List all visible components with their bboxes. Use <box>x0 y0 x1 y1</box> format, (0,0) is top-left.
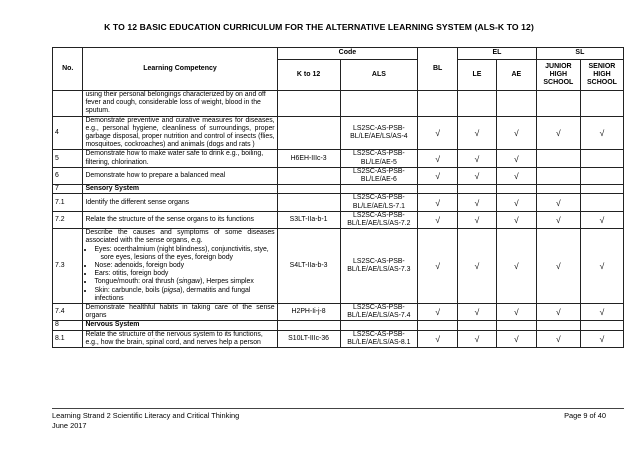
header-sl: SL <box>536 48 623 60</box>
als-code: LS2SC-AS-PSB-BL/LE/AE/LS/AS-7.3 <box>340 229 418 304</box>
footer-strand: Learning Strand 2 Scientific Literacy and Critical Thinking <box>52 411 240 420</box>
row-number: 7.2 <box>53 211 83 228</box>
check-mark: √ <box>496 330 536 347</box>
table-row <box>53 194 624 211</box>
als-code: LS2SC-AS-PSB-BL/LE/AE/LS/AS-7.4 <box>340 304 418 321</box>
check-mark: √ <box>536 194 580 211</box>
check-mark: √ <box>580 211 623 228</box>
competency-text: Relate the structure of the sense organs to its functions <box>83 211 277 228</box>
table-row <box>53 91 624 117</box>
list-item: • Eyes: ocerthalmium (night blindness), conjunctivitis, stye, <box>94 246 274 254</box>
list-item: • Tongue/mouth: oral thrush (singaw), Herpes simplex <box>94 278 274 286</box>
check-mark: √ <box>458 150 497 167</box>
footer-date: June 2017 <box>52 420 87 430</box>
check-mark: √ <box>458 304 497 321</box>
k12-code: H2PH-Ii-j-8 <box>277 304 340 321</box>
k12-code: S3LT-IIa-b-1 <box>277 211 340 228</box>
check-mark: √ <box>458 116 497 150</box>
check-mark: √ <box>496 194 536 211</box>
row-number: 8 <box>53 321 83 330</box>
k12-code: H6EH-IIIc-3 <box>277 150 340 167</box>
check-mark: √ <box>580 116 623 150</box>
check-mark: √ <box>418 150 458 167</box>
als-code: LS2SC-AS-PSB-BL/LE/AE/LS/AS-8.1 <box>340 330 418 347</box>
competency-text: Demonstrate how to make water safe to drink e.g., boiling, filtering, chlorination. <box>83 150 277 167</box>
check-mark: √ <box>418 229 458 304</box>
header-shs: SENIOR HIGH SCHOOL <box>580 60 623 91</box>
check-mark: √ <box>496 150 536 167</box>
row-number: 4 <box>53 116 83 150</box>
check-mark: √ <box>418 304 458 321</box>
table-row <box>53 330 624 347</box>
row-number: 7.3 <box>53 229 83 304</box>
als-code: LS2SC-AS-PSB-BL/LE/AE/LS/AS-7.2 <box>340 211 418 228</box>
competency-text: Demonstrate preventive and curative measures for diseases, e.g., personal hygiene, cleanliness of surroundings, proper garbage disposal, proper nutrition and control of insects (flies, mosquitoes, cockroaches) and animals (dogs and rats ) <box>83 116 277 150</box>
header-als: ALS <box>340 60 418 91</box>
header-ae: AE <box>496 60 536 91</box>
page-number: Page 9 of 40 <box>564 411 606 420</box>
als-code: LS2SC-AS-PSB-BL/LE/AE/LS-7.1 <box>340 194 418 211</box>
als-code: LS2SC-AS-PSB-BL/LE/AE/LS/AS-4 <box>340 116 418 150</box>
check-mark: √ <box>496 229 536 304</box>
check-mark: √ <box>536 116 580 150</box>
list-item: • Nose: adenoids, foreign body <box>94 262 274 270</box>
table-row <box>53 229 624 304</box>
competency-text: Identify the different sense organs <box>83 194 277 211</box>
row-number: 5 <box>53 150 83 167</box>
header-le: LE <box>458 60 497 91</box>
document-title: K TO 12 BASIC EDUCATION CURRICULUM FOR THE ALTERNATIVE LEARNING SYSTEM (ALS-K TO 12) <box>104 22 534 32</box>
header-no: No. <box>53 48 83 91</box>
k12-code: S10LT-IIIc-36 <box>277 330 340 347</box>
section-row <box>53 321 624 330</box>
row-number: 7.1 <box>53 194 83 211</box>
check-mark: √ <box>418 167 458 184</box>
check-mark: √ <box>418 116 458 150</box>
check-mark: √ <box>580 330 623 347</box>
check-mark: √ <box>536 211 580 228</box>
competency-text: Relate the structure of the nervous system to its functions, e.g., how the brain, spinal cord, and nerves help a person <box>83 330 277 347</box>
row-number: 8.1 <box>53 330 83 347</box>
disease-list <box>85 246 274 303</box>
competency-text: Describe the causes and symptoms of some diseases associated with the sense organs, e.g. <box>85 229 275 245</box>
row-number: 6 <box>53 167 83 184</box>
check-mark: √ <box>496 167 536 184</box>
check-mark: √ <box>536 229 580 304</box>
row-number: 7.4 <box>53 304 83 321</box>
section-row <box>53 185 624 194</box>
header-el: EL <box>458 48 537 60</box>
curriculum-table <box>52 47 624 348</box>
list-item: • Skin: carbuncle, boils (pigsa), dermatitis and fungal infections <box>94 287 274 303</box>
check-mark: √ <box>496 116 536 150</box>
check-mark: √ <box>580 304 623 321</box>
header-competency: Learning Competency <box>83 48 277 91</box>
competency-text: using their personal belongings characterized by on and off fever and cough, considerable loss of weight, blood in the sputum. <box>83 91 277 117</box>
check-mark: √ <box>458 194 497 211</box>
header-jhs: JUNIOR HIGH SCHOOL <box>536 60 580 91</box>
table-row <box>53 167 624 184</box>
footer-info <box>52 411 239 430</box>
competency-cell <box>83 229 277 304</box>
k12-code: S4LT-IIa-b-3 <box>277 229 340 304</box>
check-mark: √ <box>536 304 580 321</box>
check-mark: √ <box>458 229 497 304</box>
check-mark: √ <box>536 330 580 347</box>
footer-divider <box>52 408 624 409</box>
check-mark: √ <box>418 194 458 211</box>
check-mark: √ <box>496 304 536 321</box>
list-item: • Ears: otitis, foreign body <box>94 270 274 278</box>
header-k12: K to 12 <box>277 60 340 91</box>
list-item: sore eyes, lesions of the eyes, foreign body <box>100 253 233 261</box>
check-mark: √ <box>458 167 497 184</box>
check-mark: √ <box>418 330 458 347</box>
competency-text: Demonstrate healthful habits in taking care of the sense organs <box>83 304 277 321</box>
table-row <box>53 150 624 167</box>
table-row <box>53 211 624 228</box>
competency-text: Demonstrate how to prepare a balanced meal <box>83 167 277 184</box>
row-number: 7 <box>53 185 83 194</box>
als-code: LS2SC-AS-PSB-BL/LE/AE-5 <box>340 150 418 167</box>
check-mark: √ <box>496 211 536 228</box>
check-mark: √ <box>458 330 497 347</box>
header-bl: BL <box>418 48 458 91</box>
section-title: Sensory System <box>83 185 277 194</box>
check-mark: √ <box>418 211 458 228</box>
header-code: Code <box>277 48 418 60</box>
check-mark: √ <box>458 211 497 228</box>
als-code: LS2SC-AS-PSB-BL/LE/AE-6 <box>340 167 418 184</box>
table-row <box>53 116 624 150</box>
check-mark: √ <box>580 229 623 304</box>
table-row <box>53 304 624 321</box>
section-title: Nervous System <box>83 321 277 330</box>
